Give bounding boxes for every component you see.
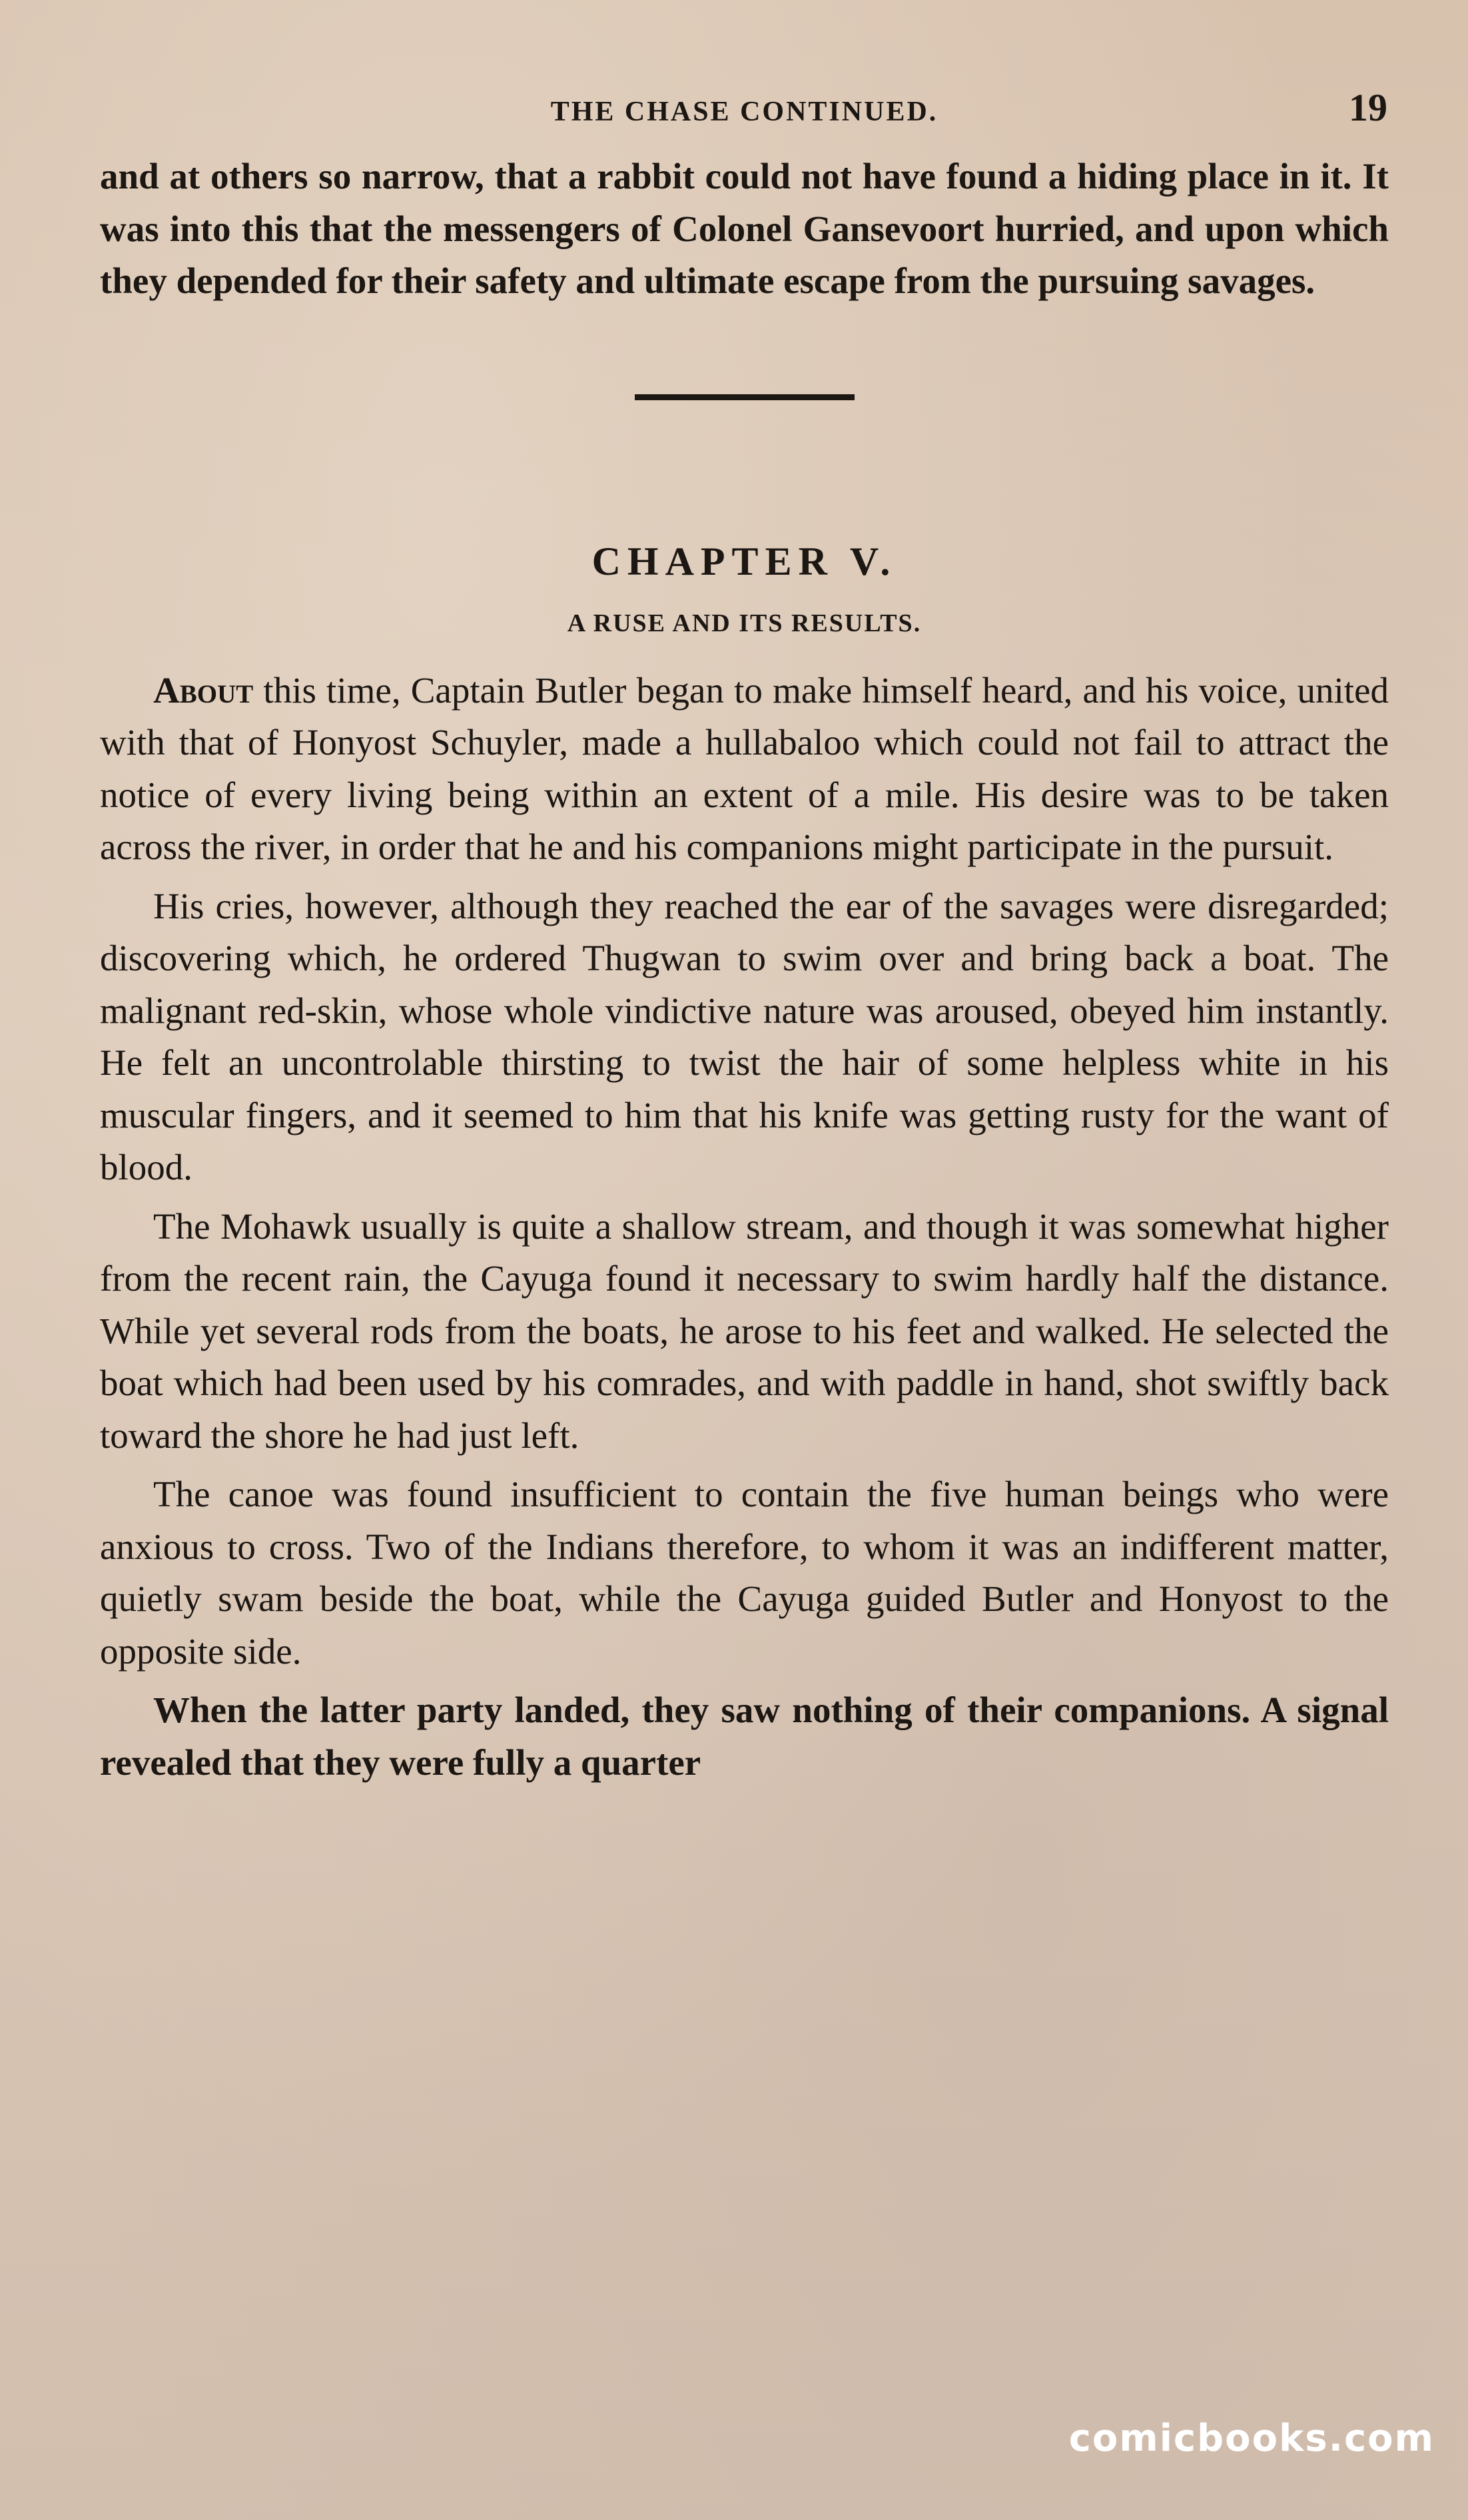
chapter-subtitle: A RUSE AND ITS RESULTS. — [567, 609, 922, 637]
section-divider-rule — [635, 394, 855, 400]
page-number: 19 — [1349, 86, 1387, 129]
paragraph-1-lead-word: About — [153, 669, 254, 711]
running-title: THE CHASE CONTINUED. — [550, 97, 938, 127]
running-head — [100, 87, 1389, 140]
book-page — [100, 87, 1389, 2404]
opening-paragraph: and at others so narrow, that a rabbit could not have found a hiding place in it. It was into this that the messengers of Colonel Gansevoort hurried, and upon which they depended for their safety and ultimate escape from the pursuing savages. — [100, 156, 1389, 301]
chapter-title: CHAPTER V. — [591, 539, 897, 583]
paragraph-1-text: this time, Captain Butler began to make himself heard, and his voice, united with that of Honyost Schuyler, made a hullabaloo which could not fail to attract the notice of every living being within an extent of a mile. His desire was to be taken across the river, in order that he and his companions might participate in the pursuit. — [100, 669, 1389, 867]
paragraph-1 — [100, 665, 1389, 874]
paragraph-2: His cries, however, although they reached the ear of the savages were disregarded; discovering which, he ordered Thugwan to swim over and bring back a boat. The malignant red-skin, whose whole vindictive nature was aroused, obeyed him instantly. He felt an uncontrolable thirsting to twist the hair of some helpless white in his muscular fingers, and it seemed to him that his knife was getting rusty for the want of blood. — [100, 885, 1389, 1187]
opening-paragraph-block — [100, 151, 1389, 308]
paragraph-5: When the latter party landed, they saw nothing of their companions. A signal revealed that they were fully a quarter — [100, 1690, 1389, 1783]
site-watermark: comicbooks.com — [1068, 2417, 1435, 2460]
chapter-body — [100, 665, 1389, 1789]
paragraph-3: The Mohawk usually is quite a shallow stream, and though it was somewhat higher from the recent rain, the Cayuga found it necessary to swim hardly half the distance. While yet several rods from the boats, he arose to his feet and walked. He selected the boat which had been used by his comrades, and with paddle in hand, shot swiftly back toward the shore he had just left. — [100, 1205, 1389, 1456]
paragraph-4: The canoe was found insufficient to contain the five human beings who were anxious to cross. Two of the Indians therefore, to whom it was an indifferent matter, quietly swam beside the boat, while the Cayuga guided Butler and Honyost to the opposite side. — [100, 1474, 1389, 1672]
